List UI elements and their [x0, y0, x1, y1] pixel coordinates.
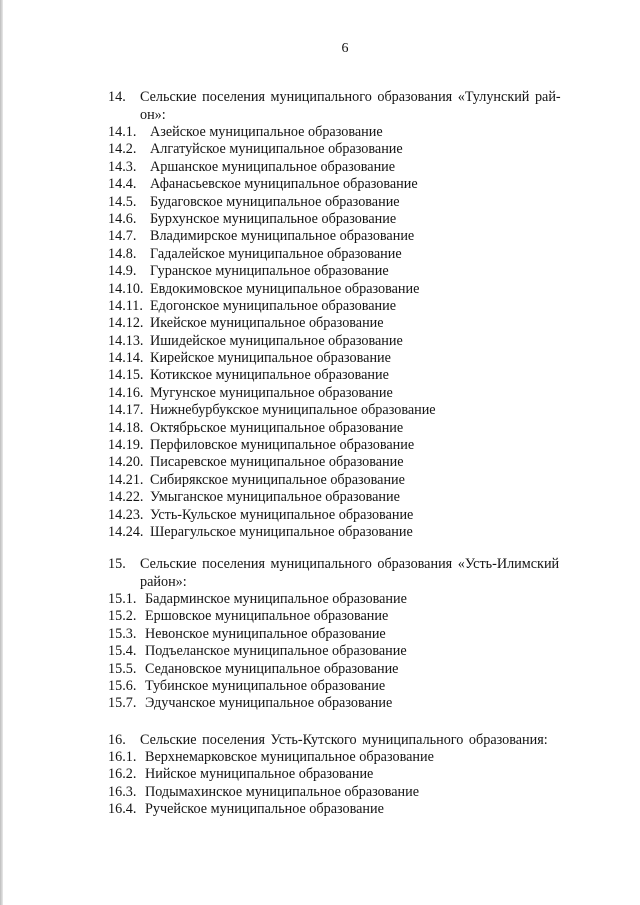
item-number: 14.2. — [108, 141, 137, 158]
item-number: 14.12. — [108, 315, 144, 332]
list-item — [108, 678, 592, 695]
item-number: 16.2. — [108, 766, 137, 783]
item-number: 15.2. — [108, 608, 137, 625]
item-text: Бадарминское муниципальное образование — [145, 591, 407, 607]
item-number: 15.5. — [108, 660, 137, 677]
item-text: Нийское муниципальное образование — [145, 766, 374, 783]
item-number: 14.16. — [108, 384, 144, 401]
list-item — [108, 315, 592, 332]
item-number: 14.1. — [108, 124, 137, 140]
item-number: 14.22. — [108, 489, 144, 506]
item-number: 15.7. — [108, 695, 137, 712]
list-item — [108, 385, 592, 402]
item-number: 16.3. — [108, 783, 137, 800]
item-text: Гуранское муниципальное образование — [150, 263, 389, 280]
item-number: 16.1. — [108, 749, 137, 765]
item-text: Тубинское муниципальное образование — [145, 677, 386, 694]
item-text: Сибирякское муниципальное образование — [150, 471, 405, 488]
item-text: Шерагульское муниципальное образование — [150, 523, 413, 540]
item-text: Аршанское муниципальное образование — [150, 158, 396, 175]
list-item — [108, 211, 592, 228]
page-number: 6 — [341, 41, 349, 56]
item-number: 14.21. — [108, 471, 144, 488]
list-item — [108, 661, 592, 678]
section-title: Сельские поселения муниципального образования «Усть-Илимский — [140, 556, 560, 572]
list-item — [108, 281, 592, 298]
list-item — [108, 402, 592, 419]
item-number: 15.3. — [108, 625, 137, 642]
item-number: 14.18. — [108, 419, 144, 436]
list-item — [108, 454, 592, 471]
item-number: 14.5. — [108, 193, 137, 210]
item-number: 14.20. — [108, 454, 144, 471]
item-text: Ишидейское муниципальное образование — [150, 332, 403, 349]
section-title: Сельские поселения Усть-Кутского муниципального образования: — [140, 732, 548, 748]
item-number: 14.23. — [108, 506, 144, 523]
list-item — [108, 176, 592, 193]
list-item — [108, 695, 592, 712]
settlement-list — [108, 749, 592, 819]
list-item — [108, 437, 592, 454]
list-item — [108, 333, 592, 350]
settlement-list — [108, 591, 592, 713]
item-number: 14.3. — [108, 158, 137, 175]
list-item — [108, 801, 592, 818]
item-number: 14.13. — [108, 332, 144, 349]
list-item — [108, 298, 592, 315]
item-text: Едогонское муниципальное образование — [150, 297, 397, 314]
list-item — [108, 608, 592, 625]
item-text: Владимирское муниципальное образование — [150, 228, 415, 245]
list-item — [108, 124, 592, 141]
item-text: Писаревское муниципальное образование — [150, 454, 404, 471]
item-text: Азейское муниципальное образование — [150, 124, 383, 140]
item-text: Афанасьевское муниципальное образование — [150, 176, 418, 193]
section-14 — [108, 88, 592, 541]
list-item — [108, 228, 592, 245]
item-number: 14.10. — [108, 280, 144, 297]
section-number: 16. — [108, 732, 126, 748]
section-number: 14. — [108, 89, 126, 105]
item-number: 14.15. — [108, 367, 144, 384]
item-number: 16.4. — [108, 801, 137, 818]
item-text: Икейское муниципальное образование — [150, 315, 384, 332]
item-number: 15.6. — [108, 677, 137, 694]
section-15 — [108, 555, 592, 713]
list-item — [108, 263, 592, 280]
item-text: Бурхунское муниципальное образование — [150, 210, 397, 227]
item-text: Гадалейское муниципальное образование — [150, 245, 402, 262]
list-item — [108, 784, 592, 801]
item-text: Невонское муниципальное образование — [145, 625, 386, 642]
list-item — [108, 643, 592, 660]
list-item — [108, 524, 592, 541]
list-item — [108, 159, 592, 176]
item-number: 15.4. — [108, 643, 137, 660]
item-text: Котикское муниципальное образование — [150, 367, 389, 384]
section-heading — [108, 731, 592, 749]
item-text: Мугунское муниципальное образование — [150, 384, 393, 401]
item-text: Евдокимовское муниципальное образование — [150, 280, 420, 297]
item-text: Ершовское муниципальное образование — [145, 608, 389, 625]
list-item — [108, 420, 592, 437]
list-item — [108, 350, 592, 367]
item-number: 14.14. — [108, 350, 144, 367]
list-item — [108, 246, 592, 263]
section-title: Сельские поселения муниципального образования «Тулунский рай- — [140, 89, 561, 105]
list-item — [108, 766, 592, 783]
item-text: Октябрьское муниципальное образование — [150, 419, 404, 436]
item-number: 14.8. — [108, 245, 137, 262]
list-item — [108, 626, 592, 643]
settlement-list — [108, 124, 592, 541]
item-text: Нижнебурбукское муниципальное образование — [150, 402, 436, 419]
item-number: 14.24. — [108, 523, 144, 540]
list-item — [108, 141, 592, 158]
item-number: 14.6. — [108, 210, 137, 227]
item-number: 14.9. — [108, 263, 137, 280]
scan-edge — [0, 0, 3, 905]
item-text: Кирейское муниципальное образование — [150, 350, 391, 367]
item-text: Будаговское муниципальное образование — [150, 193, 400, 210]
item-text: Эдучанское муниципальное образование — [145, 695, 393, 712]
item-number: 15.1. — [108, 591, 137, 607]
list-item — [108, 749, 592, 766]
item-text: Подымахинское муниципальное образование — [145, 783, 420, 800]
item-number: 14.7. — [108, 228, 137, 245]
item-text: Усть-Кульское муниципальное образование — [150, 506, 414, 523]
item-number: 14.4. — [108, 176, 137, 193]
item-text: Седановское муниципальное образование — [145, 660, 399, 677]
list-item — [108, 489, 592, 506]
list-item — [108, 507, 592, 524]
item-number: 14.11. — [108, 297, 143, 314]
item-text: Алгатуйское муниципальное образование — [150, 141, 403, 158]
item-text: Подъеланское муниципальное образование — [145, 643, 407, 660]
list-item — [108, 194, 592, 211]
item-text: Ручейское муниципальное образование — [145, 801, 384, 818]
section-16 — [108, 731, 592, 819]
item-text: Верхнемарковское муниципальное образование — [145, 749, 434, 765]
list-item — [108, 367, 592, 384]
list-item — [108, 591, 592, 608]
section-title-continuation: район»: — [140, 574, 187, 590]
section-number: 15. — [108, 556, 126, 572]
item-text: Умыганское муниципальное образование — [150, 489, 400, 506]
section-heading — [108, 88, 592, 106]
section-heading — [108, 555, 592, 573]
item-number: 14.19. — [108, 437, 144, 454]
item-text: Перфиловское муниципальное образование — [150, 437, 415, 454]
section-title-continuation: он»: — [140, 107, 166, 123]
item-number: 14.17. — [108, 402, 144, 419]
list-item — [108, 472, 592, 489]
